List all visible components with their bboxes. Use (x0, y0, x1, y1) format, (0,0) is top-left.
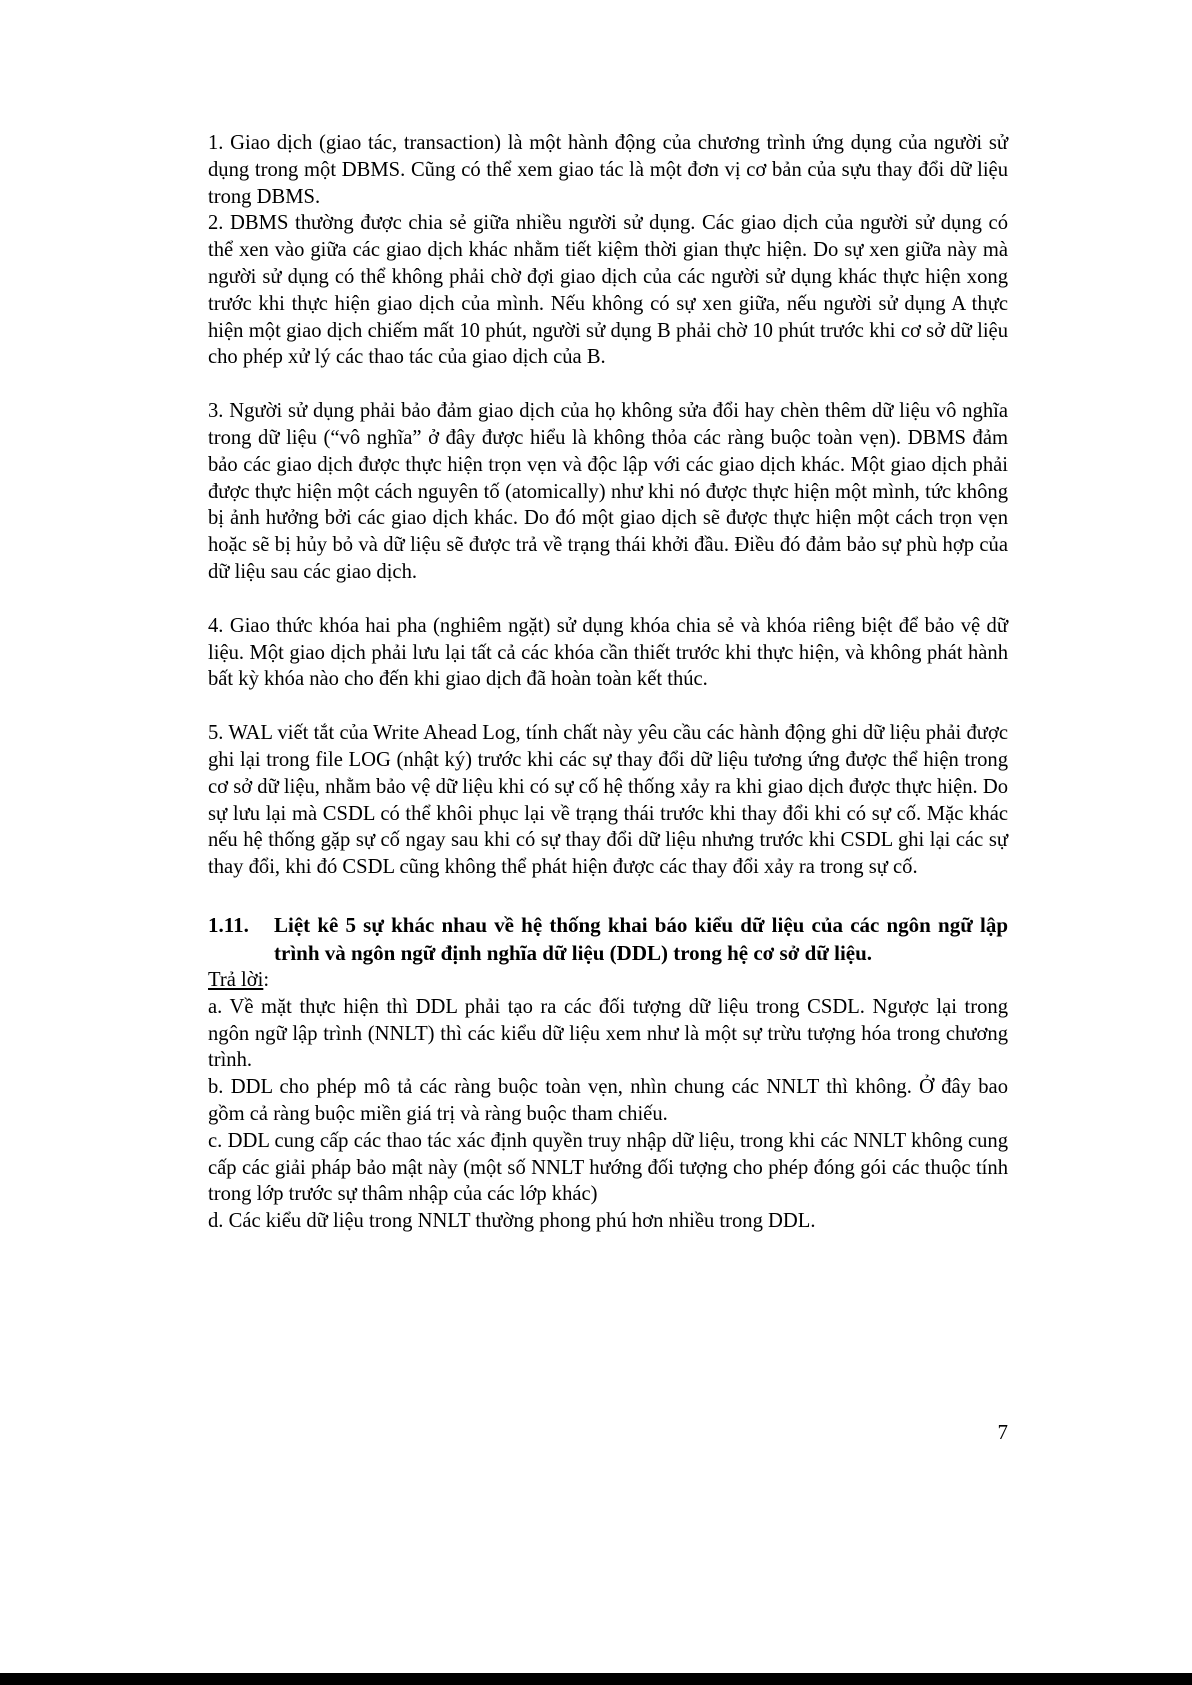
answer-intro (208, 967, 1008, 994)
paragraph-gap (208, 881, 1008, 908)
paragraph-gap (208, 693, 1008, 720)
paragraph-1: 1. Giao dịch (giao tác, transaction) là một hành động của chương trình ứng dụng của người sử dụng trong một DBMS. Cũng có thể xem giao tác là một đơn vị cơ bản của sựu thay đổi dữ liệu trong DBMS. (208, 132, 1008, 208)
answer-item-c: c. DDL cung cấp các thao tác xác định quyền truy nhập dữ liệu, trong khi các NNLT không cung cấp các giải pháp bảo mật này (một số NNLT hướng đối tượng cho phép đóng gói các thuộc tính trong lớp trước sự thâm nhập của các lớp khác) (208, 1129, 1008, 1206)
answer-label: Trả lời (208, 968, 264, 991)
paragraph-4: 4. Giao thức khóa hai pha (nghiêm ngặt) sử dụng khóa chia sẻ và khóa riêng biệt để bảo vệ dữ liệu. Một giao dịch phải lưu lại tất cả các khóa cần thiết trước khi thực hiện, và không phát hành bất kỳ khóa nào cho đến khi giao dịch đã hoàn toàn kết thúc. (208, 614, 1008, 691)
bottom-border (0, 1673, 1192, 1685)
page-content (208, 130, 1008, 1235)
paragraph-5: 5. WAL viết tắt của Write Ahead Log, tính chất này yêu cầu các hành động ghi dữ liệu phải được ghi lại trong file LOG (nhật ký) trước khi các sự thay đổi dữ liệu tương ứng được thể hiện trong cơ sở dữ liệu, nhằm bảo vệ dữ liệu khi có sự cố hệ thống xảy ra khi giao dịch được thực hiện. Do sự lưu lại mà CSDL có thể khôi phục lại về trạng thái trước khi thay đổi khi có sự cố. Mặc khác nếu hệ thống gặp sự cố ngay sau khi có sự thay đổi dữ liệu nhưng trước khi CSDL ghi lại các sự thay đổi, khi đó CSDL cũng không thể phát hiện được các thay đổi xảy ra trong sự cố. (208, 722, 1008, 879)
answer-colon: : (263, 968, 270, 991)
paragraph-2: 2. DBMS thường được chia sẻ giữa nhiều người sử dụng. Các giao dịch của người sử dụng có thể xen vào giữa các giao dịch khác nhằm tiết kiệm thời gian thực hiện. Do sự xen giữa này mà người sử dụng có thể không phải chờ đợi giao dịch của các người sử dụng khác thực hiện xong trước khi thực hiện giao dịch của mình. Nếu không có sự xen giữa, nếu người sử dụng A thực hiện một giao dịch chiếm mất 10 phút, người sử dụng B phải chờ 10 phút trước khi cơ sở dữ liệu cho phép xử lý các thao tác của giao dịch của B. (208, 212, 1008, 369)
paragraph-3: 3. Người sử dụng phải bảo đảm giao dịch của họ không sửa đổi hay chèn thêm dữ liệu vô nghĩa trong dữ liệu (“vô nghĩa” ở đây được hiểu là không thỏa các ràng buộc toàn vẹn). DBMS đảm bảo các giao dịch được thực hiện trọn vẹn và độc lập với các giao dịch khác. Một giao dịch phải được thực hiện một cách nguyên tố (atomically) như khi nó được thực hiện một mình, tức không bị ảnh hưởng bởi các giao dịch khác. Do đó một giao dịch sẽ được thực hiện một cách trọn vẹn hoặc sẽ bị hủy bỏ và dữ liệu sẽ được trả về trạng thái khởi đầu. Điều đó đảm bảo sự phù hợp của dữ liệu sau các giao dịch. (208, 400, 1008, 583)
answer-item-d: d. Các kiểu dữ liệu trong NNLT thường phong phú hơn nhiều trong DDL. (208, 1210, 816, 1233)
answer-item-a: a. Về mặt thực hiện thì DDL phải tạo ra các đối tượng dữ liệu trong CSDL. Ngược lại trong ngôn ngữ lập trình (NNLT) thì các kiểu dữ liệu xem như là một sự trừu tượng hóa trong chương trình. (208, 995, 1008, 1072)
paragraph-gap (208, 586, 1008, 613)
page-number: 7 (997, 1420, 1008, 1444)
section-heading (208, 911, 1008, 967)
paragraph-gap (208, 371, 1008, 398)
section-number: 1.11. (208, 912, 249, 937)
section-title: Liệt kê 5 sự khác nhau về hệ thống khai báo kiểu dữ liệu của các ngôn ngữ lập trình và ngôn ngữ định nghĩa dữ liệu (DDL) trong hệ cơ sở dữ liệu. (274, 912, 1008, 965)
answer-item-b: b. DDL cho phép mô tả các ràng buộc toàn vẹn, nhìn chung các NNLT thì không. Ở đây bao gồm cả ràng buộc miền giá trị và ràng buộc tham chiếu. (208, 1076, 1008, 1125)
